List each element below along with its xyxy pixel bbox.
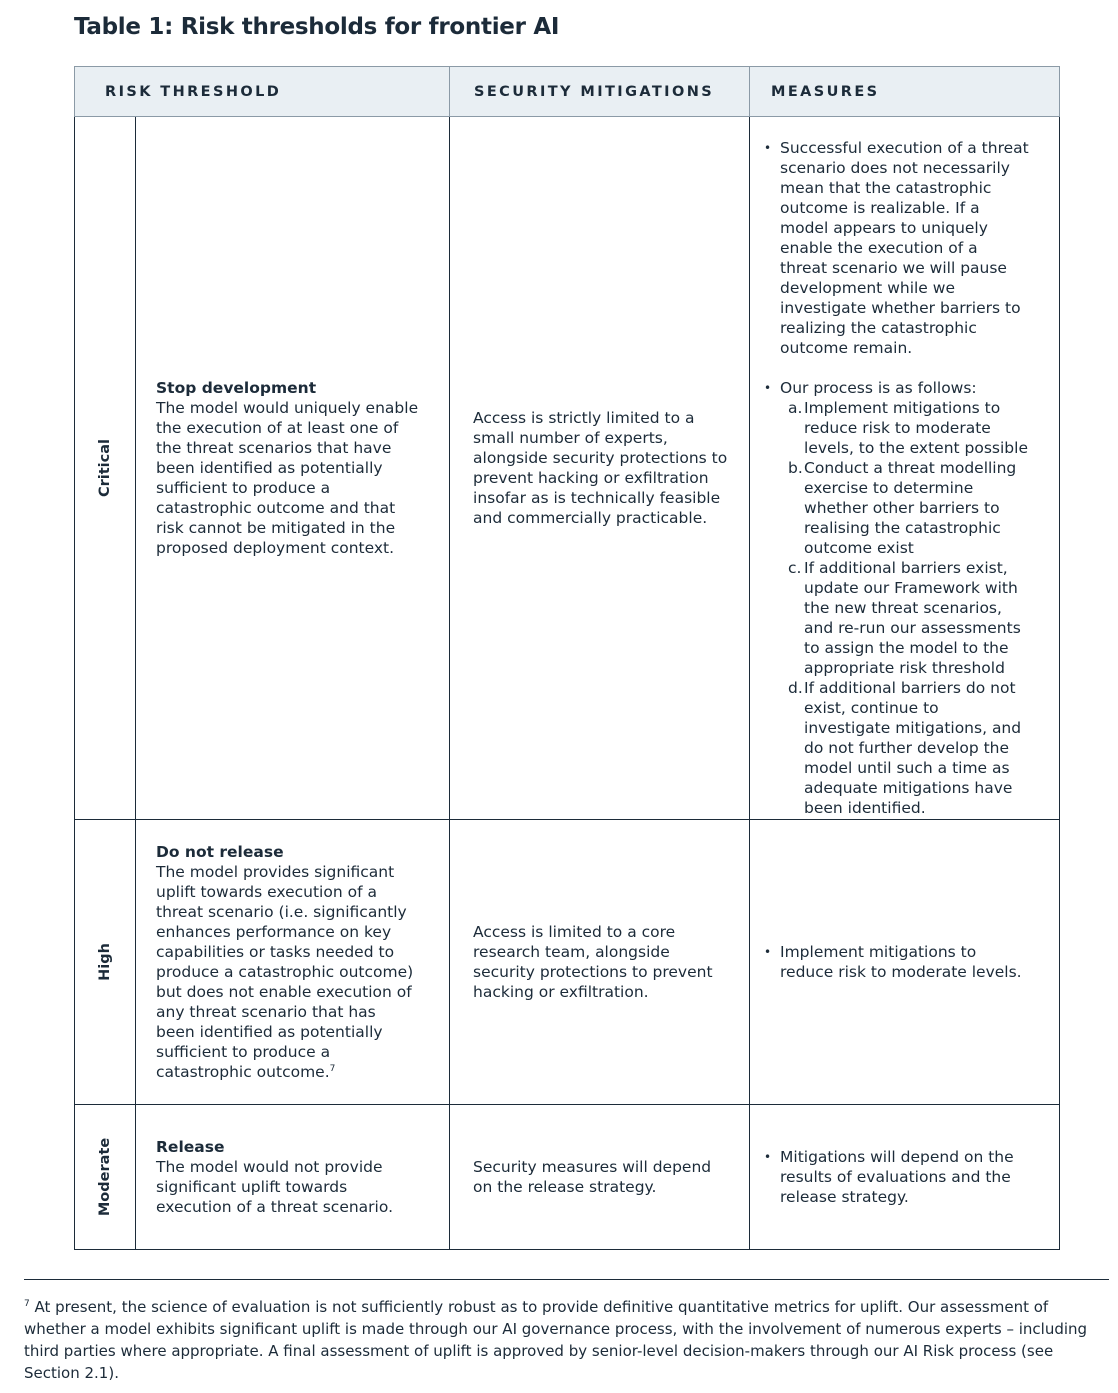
level-cell-critical bbox=[75, 117, 136, 820]
security-cell-high bbox=[450, 820, 750, 1105]
footnote bbox=[24, 1293, 1108, 1384]
level-label-critical: Critical bbox=[97, 438, 113, 498]
measures-list-critical bbox=[764, 138, 1029, 818]
level-label-high: High bbox=[97, 943, 113, 981]
description-cell-high bbox=[136, 820, 450, 1105]
measures-cell-moderate bbox=[750, 1105, 1060, 1250]
header-measures: MEASURES bbox=[750, 67, 1060, 117]
list-item: • Implement mitigations to reduce risk to moderate levels. bbox=[764, 942, 1029, 982]
table-row-moderate bbox=[75, 1105, 1060, 1250]
process-step-c: c. If additional barriers exist, update our Framework with the new threat scenarios, and re-run our assessments to assign the model to the appropriate risk threshold bbox=[788, 559, 1021, 677]
security-cell-moderate bbox=[450, 1105, 750, 1250]
header-risk-threshold: RISK THRESHOLD bbox=[75, 67, 450, 117]
description-text-moderate: The model would not provide significant uplift towards execution of a threat scenario. bbox=[156, 1158, 393, 1216]
measures-cell-critical bbox=[750, 117, 1060, 820]
process-intro: Our process is as follows: bbox=[780, 379, 977, 397]
level-cell-high bbox=[75, 820, 136, 1105]
level-label-moderate: Moderate bbox=[97, 1137, 113, 1217]
measures-cell-high bbox=[750, 820, 1060, 1105]
security-text-critical: Access is strictly limited to a small number of experts, alongside security protections to prevent hacking or exfiltration insofar as is technically feasible and commercially practicable. bbox=[473, 409, 728, 527]
action-title-moderate: Release bbox=[156, 1138, 225, 1156]
level-cell-moderate bbox=[75, 1105, 136, 1250]
list-item: • Mitigations will depend on the results of evaluations and the release strategy. bbox=[764, 1147, 1029, 1207]
description-cell-critical bbox=[136, 117, 450, 820]
measures-list-high bbox=[764, 942, 1029, 982]
list-item bbox=[764, 378, 1029, 818]
description-text-high: The model provides significant uplift towards execution of a threat scenario (i.e. significantly enhances performance on key capabilities or tasks needed to produce a catastrophic outcome) but does not enable execution of any threat scenario that has been identified as potentially sufficient to produce a catastrophic outcome. bbox=[156, 863, 414, 1081]
action-title-critical: Stop development bbox=[156, 379, 317, 397]
footnote-divider bbox=[24, 1279, 1109, 1280]
table-header-row bbox=[75, 67, 1060, 117]
table-row-critical bbox=[75, 117, 1060, 820]
footnote-text: At present, the science of evaluation is not sufficiently robust as to provide definitive quantitative metrics for uplift. Our assessment of whether a model exhibits significant uplift is made through our AI governance process, with the involvement of numerous experts – including third parties where appropriate. A final assessment of uplift is approved by senior-level decision-makers through our AI Risk process (see Section 2.1). bbox=[24, 1298, 1088, 1382]
action-title-high: Do not release bbox=[156, 843, 284, 861]
page-title: Table 1: Risk thresholds for frontier AI bbox=[74, 14, 560, 40]
footnote-marker: 7 bbox=[24, 1299, 30, 1309]
process-step-d: d. If additional barriers do not exist, continue to investigate mitigations, and do not further develop the model until such a time as adequate mitigations have been identified. bbox=[788, 679, 1022, 817]
footnote-reference[interactable]: 7 bbox=[329, 1063, 336, 1074]
risk-threshold-table bbox=[74, 66, 1060, 1250]
header-security-mitigations: SECURITY MITIGATIONS bbox=[450, 67, 750, 117]
process-steps bbox=[780, 398, 1029, 818]
process-step-b: b. Conduct a threat modelling exercise to determine whether other barriers to realising the catastrophic outcome exist bbox=[788, 459, 1017, 557]
description-text-critical: The model would uniquely enable the execution of at least one of the threat scenarios that have been identified as potentially sufficient to produce a catastrophic outcome and that risk cannot be mitigated in the proposed deployment context. bbox=[156, 399, 419, 557]
measures-list-moderate bbox=[764, 1147, 1029, 1207]
table-row-high bbox=[75, 820, 1060, 1105]
security-text-high: Access is limited to a core research team, alongside security protections to prevent hacking or exfiltration. bbox=[473, 923, 713, 1001]
security-text-moderate: Security measures will depend on the release strategy. bbox=[473, 1158, 712, 1196]
list-item: • Successful execution of a threat scenario does not necessarily mean that the catastrophic outcome is realizable. If a model appears to uniquely enable the execution of a threat scenario we will pause development while we investigate whether barriers to realizing the catastrophic outcome remain. bbox=[764, 138, 1029, 358]
process-step-a: a. Implement mitigations to reduce risk to moderate levels, to the extent possible bbox=[788, 399, 1028, 457]
description-cell-moderate bbox=[136, 1105, 450, 1250]
security-cell-critical bbox=[450, 117, 750, 820]
